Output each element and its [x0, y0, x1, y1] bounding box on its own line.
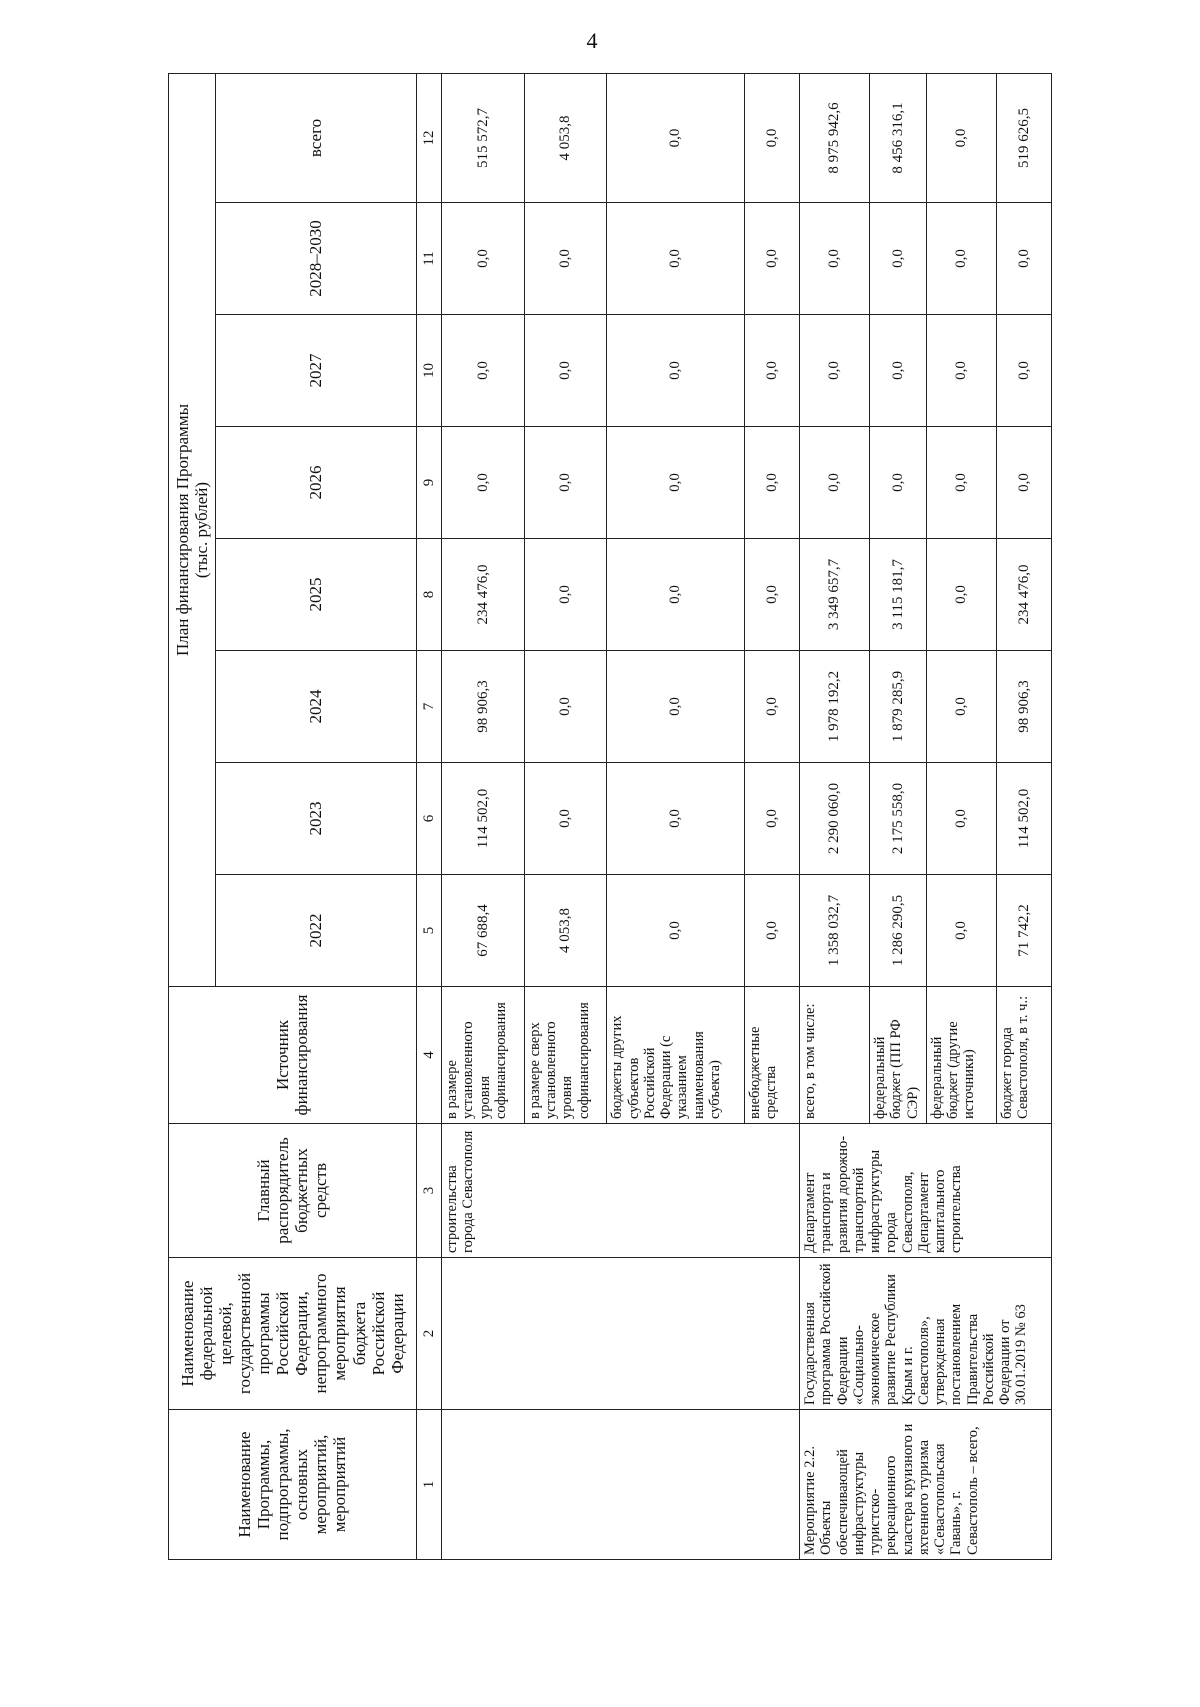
table-cell-value: 0,0: [524, 763, 607, 875]
header-year-2023: 2023: [215, 763, 416, 875]
table-row-source: в размере установленного уровня софинансирования: [442, 987, 525, 1124]
table-row-source: внебюджетные средства: [745, 987, 800, 1124]
table-cell-value: 0,0: [745, 875, 800, 987]
table-cell-value: 0,0: [870, 427, 927, 539]
header-budget-manager: Главный распорядитель бюджетных средств: [169, 1124, 417, 1258]
table-cell-value: 0,0: [442, 315, 525, 427]
table-cell-value: 0,0: [607, 763, 745, 875]
table-row-source: бюджет города Севастополя, в т. ч.:: [996, 987, 1051, 1124]
group1-budget-manager-cell: строительства города Севастополя: [442, 1124, 800, 1258]
table-cell-value: 0,0: [442, 427, 525, 539]
table-cell-value: 0,0: [926, 539, 996, 651]
group2-program-cell: Мероприятие 2.2. Объекты обеспечивающей инфраструктуры туристско-рекреационного кластера круизного и яхтенного туризма «Севастопольская Гавань», г. Севастополь – всего,: [800, 1410, 1052, 1560]
group2-budget-manager-cell: Департамент транспорта и развития дорожно-транспортной инфраструктуры города Севастополя, Департамент капитального строительства: [800, 1124, 1052, 1258]
table-cell-value: 0,0: [800, 203, 870, 315]
table-cell-value: 0,0: [607, 315, 745, 427]
table-cell-value: 0,0: [607, 74, 745, 203]
table-cell-value: 0,0: [524, 203, 607, 315]
col-number: 5: [416, 875, 441, 987]
table-row-source: бюджеты других субъектов Российской Федерации (с указанием наименования субъекта): [607, 987, 745, 1124]
table-cell-value: 0,0: [996, 203, 1051, 315]
table-cell-value: 0,0: [926, 74, 996, 203]
table-cell-value: 0,0: [745, 763, 800, 875]
table-cell-value: 0,0: [524, 539, 607, 651]
table-cell-value: 515 572,7: [442, 74, 525, 203]
header-plan-title: План финансирования Программы: [172, 404, 192, 656]
table-cell-value: 114 502,0: [442, 763, 525, 875]
table-cell-value: 0,0: [745, 539, 800, 651]
header-plan-unit: (тыс. рублей): [191, 481, 211, 579]
table-row-source: всего, в том числе:: [800, 987, 870, 1124]
col-number: 9: [416, 427, 441, 539]
table-cell-value: 0,0: [745, 651, 800, 763]
header-program-name: Наименование Программы, подпрограммы, основных мероприятий, мероприятий: [169, 1410, 417, 1560]
table-cell-value: 4 053,8: [524, 875, 607, 987]
table-cell-value: 0,0: [800, 427, 870, 539]
table-cell-value: 0,0: [996, 315, 1051, 427]
table-cell-value: 0,0: [524, 315, 607, 427]
table-cell-value: 3 349 657,7: [800, 539, 870, 651]
table-cell-value: 0,0: [524, 427, 607, 539]
page-number: 4: [586, 28, 598, 53]
financing-plan-table: [168, 73, 1052, 1560]
table-row-source: в размере сверх установленного уровня софинансирования: [524, 987, 607, 1124]
table-cell-value: 0,0: [870, 315, 927, 427]
table-cell-value: 8 975 942,6: [800, 74, 870, 203]
table-cell-value: 234 476,0: [442, 539, 525, 651]
table-cell-value: 0,0: [745, 427, 800, 539]
table-cell-value: 0,0: [926, 651, 996, 763]
table-cell-value: 0,0: [607, 651, 745, 763]
table-cell-value: 2 175 558,0: [870, 763, 927, 875]
table-cell-value: 0,0: [745, 203, 800, 315]
table-cell-value: 1 879 285,9: [870, 651, 927, 763]
table-cell-value: 234 476,0: [996, 539, 1051, 651]
col-number: 11: [416, 203, 441, 315]
table-cell-value: 519 626,5: [996, 74, 1051, 203]
table-cell-value: 71 742,2: [996, 875, 1051, 987]
header-year-2022: 2022: [215, 875, 416, 987]
table-cell-value: 0,0: [607, 203, 745, 315]
rotated-table-wrapper: [168, 74, 1052, 1560]
table-cell-value: 3 115 181,7: [870, 539, 927, 651]
header-year-2025: 2025: [215, 539, 416, 651]
table-cell-value: 114 502,0: [996, 763, 1051, 875]
table-cell-value: 0,0: [870, 203, 927, 315]
table-cell-value: 1 978 192,2: [800, 651, 870, 763]
header-financing-plan: [169, 74, 216, 987]
table-cell-value: 98 906,3: [442, 651, 525, 763]
col-number: 6: [416, 763, 441, 875]
header-year-2024: 2024: [215, 651, 416, 763]
table-cell-value: 0,0: [926, 763, 996, 875]
header-total: всего: [215, 74, 416, 203]
group1-program-cell: [442, 1410, 800, 1560]
group1-federal-program-cell: [442, 1258, 800, 1410]
table-cell-value: 0,0: [607, 539, 745, 651]
col-number: 10: [416, 315, 441, 427]
table-cell-value: 0,0: [524, 651, 607, 763]
table-cell-value: 1 286 290,5: [870, 875, 927, 987]
table-cell-value: 1 358 032,7: [800, 875, 870, 987]
header-federal-program-name: Наименование федеральной целевой, государственной программы Российской Федерации, непрограммного мероприятия бюджета Российской Федерации: [169, 1258, 417, 1410]
table-cell-value: 0,0: [607, 427, 745, 539]
col-number: 4: [416, 987, 441, 1124]
header-year-2028-2030: 2028–2030: [215, 203, 416, 315]
col-number: 2: [416, 1258, 441, 1410]
table-cell-value: 0,0: [926, 427, 996, 539]
group2-federal-program-cell: Государственная программа Российской Федерации «Социально-экономическое развитие Республики Крым и г. Севастополя», утвержденная постановлением Правительства Российской Федерации от 30.01.2019 № 63: [800, 1258, 1052, 1410]
table-cell-value: 8 456 316,1: [870, 74, 927, 203]
table-cell-value: 0,0: [926, 875, 996, 987]
table-cell-value: 0,0: [996, 427, 1051, 539]
table-cell-value: 67 688,4: [442, 875, 525, 987]
table-row-source: федеральный бюджет (ПП РФ СЭР): [870, 987, 927, 1124]
table-row-source: федеральный бюджет (другие источники): [926, 987, 996, 1124]
col-number: 12: [416, 74, 441, 203]
col-number: 8: [416, 539, 441, 651]
table-cell-value: 2 290 060,0: [800, 763, 870, 875]
table-cell-value: 0,0: [607, 875, 745, 987]
table-cell-value: 0,0: [800, 315, 870, 427]
header-funding-source: Источник финансирования: [169, 987, 417, 1124]
col-number: 1: [416, 1410, 441, 1560]
table-cell-value: 0,0: [926, 203, 996, 315]
table-cell-value: 4 053,8: [524, 74, 607, 203]
header-year-2027: 2027: [215, 315, 416, 427]
table-cell-value: 0,0: [745, 74, 800, 203]
col-number: 3: [416, 1124, 441, 1258]
table-cell-value: 98 906,3: [996, 651, 1051, 763]
table-cell-value: 0,0: [745, 315, 800, 427]
col-number: 7: [416, 651, 441, 763]
header-year-2026: 2026: [215, 427, 416, 539]
table-cell-value: 0,0: [926, 315, 996, 427]
table-cell-value: 0,0: [442, 203, 525, 315]
